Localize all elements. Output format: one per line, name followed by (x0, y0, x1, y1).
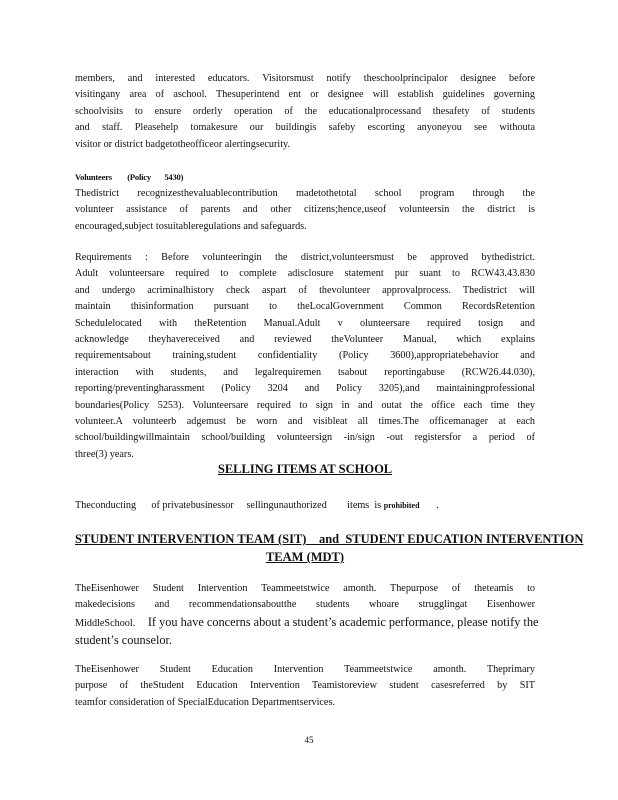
volunteers-paragraph (75, 186, 535, 235)
text-line: school/buildingwillmaintain school/building volunteersign -in/sign -out registersfor a period of (75, 432, 535, 444)
text-line: acknowledge theyhavereceived and reviewed theVolunteer Manual, which explains (75, 334, 535, 346)
sei-paragraph (75, 662, 535, 711)
text-line: and staff. Pleasehelp tomakesure our buildingis safeby escorting anyoneyou see withouta (75, 122, 535, 134)
text-line (75, 614, 539, 632)
selling-end: . (436, 500, 439, 511)
sit-paragraph (75, 581, 539, 649)
prohibited-word: prohibited (383, 501, 420, 510)
selling-text: Theconducting of privatebusinessor sellingunauthorized items is (75, 500, 382, 511)
text-line: requirementsabout training,student confidentiality (Policy 3600),appropriatebehavior and (75, 350, 535, 362)
text-line: encouraged,subject tosuitableregulations and safeguards. (75, 220, 307, 232)
text-line: volunteer.A volunteerb adgemust be worn and visibleat all times.The officemanager at each (75, 416, 535, 428)
text-line: members, and interested educators. Visitorsmust notify theschoolprincipalor designee before (75, 73, 535, 84)
sit-heading-line-2: TEAM (MDT) (265, 550, 345, 564)
text-line: makedecisions and recommendationsaboutthe students whoare strugglingat Eisenhower (75, 599, 535, 611)
selling-items-heading: SELLING ITEMS AT SCHOOL (217, 462, 393, 476)
text-line: visitingany area of aschool. Thesuperintend ent or designee will establish guidelines governing (75, 89, 535, 101)
text-line: purpose of theStudent Education Intervention Teamistoreview student casesreferred by SIT (75, 680, 535, 692)
text-line: and undergo acriminalhistory check aspart of thevolunteer approvalprocess. Thedistrict will (75, 284, 535, 296)
text-line: teamfor consideration of SpecialEducation Departmentservices. (75, 696, 335, 708)
visitors-paragraph (75, 71, 535, 153)
text-line: Schedulelocated with theRetention Manual.Adult v olunteersare required tosign and (75, 317, 535, 329)
text-line: Thedistrict recognizesthevaluablecontribution madetothetotal school program through the (75, 188, 535, 199)
text-line: boundaries(Policy 5253). Volunteersare required to sign in and outat the office each time they (75, 399, 535, 411)
middle-school-text: MiddleSchool. (75, 617, 136, 629)
selling-paragraph (75, 498, 535, 514)
text-line: Adult volunteersare required to complete adisclosure statement pur suant to RCW43.43.830 (75, 268, 535, 280)
text-line: TheEisenhower Student Intervention Teammeetstwice amonth. Thepurpose of theteamis to (75, 583, 535, 594)
text-line: reporting/preventingharassment (Policy 3204 and Policy 3205),and maintainingprofessional (75, 383, 535, 395)
text-line: maintain thisinformation pursuant to theLocalGovernment Common RecordsRetention (75, 301, 535, 313)
text-line: TheEisenhower Student Education Intervention Teammeetstwice amonth. Theprimary (75, 664, 535, 675)
page-number: 45 (304, 735, 314, 745)
sit-heading-line-1: STUDENT INTERVENTION TEAM (SIT) and STUDENT EDUCATION INTERVENTION (75, 532, 584, 546)
text-line: Requirements : Before volunteeringin the district,volunteersmust be approved bythedistrict. (75, 252, 535, 263)
text-line: three(3) years. (75, 448, 134, 460)
text-line: schoolvisits to ensure orderly operation of the educationalprocessand thesafety of students (75, 105, 535, 117)
text-line: interaction with students, and legalrequiremen tsabout reportingabuse (RCW26.44.030), (75, 366, 535, 378)
counselor-notice: student’s counselor. (75, 633, 172, 648)
text-line: volunteer assistance of parents and other citizens;hence,useof volunteersin the district is (75, 204, 535, 216)
text-line: visitor or district badgetotheofficeor alertingsecurity. (75, 138, 291, 150)
volunteers-heading: Volunteers (Policy 5430) (75, 172, 184, 182)
sit-heading (75, 530, 584, 566)
requirements-paragraph (75, 250, 535, 463)
concerns-notice: If you have concerns about a student’s academic performance, please notify the (147, 614, 539, 629)
